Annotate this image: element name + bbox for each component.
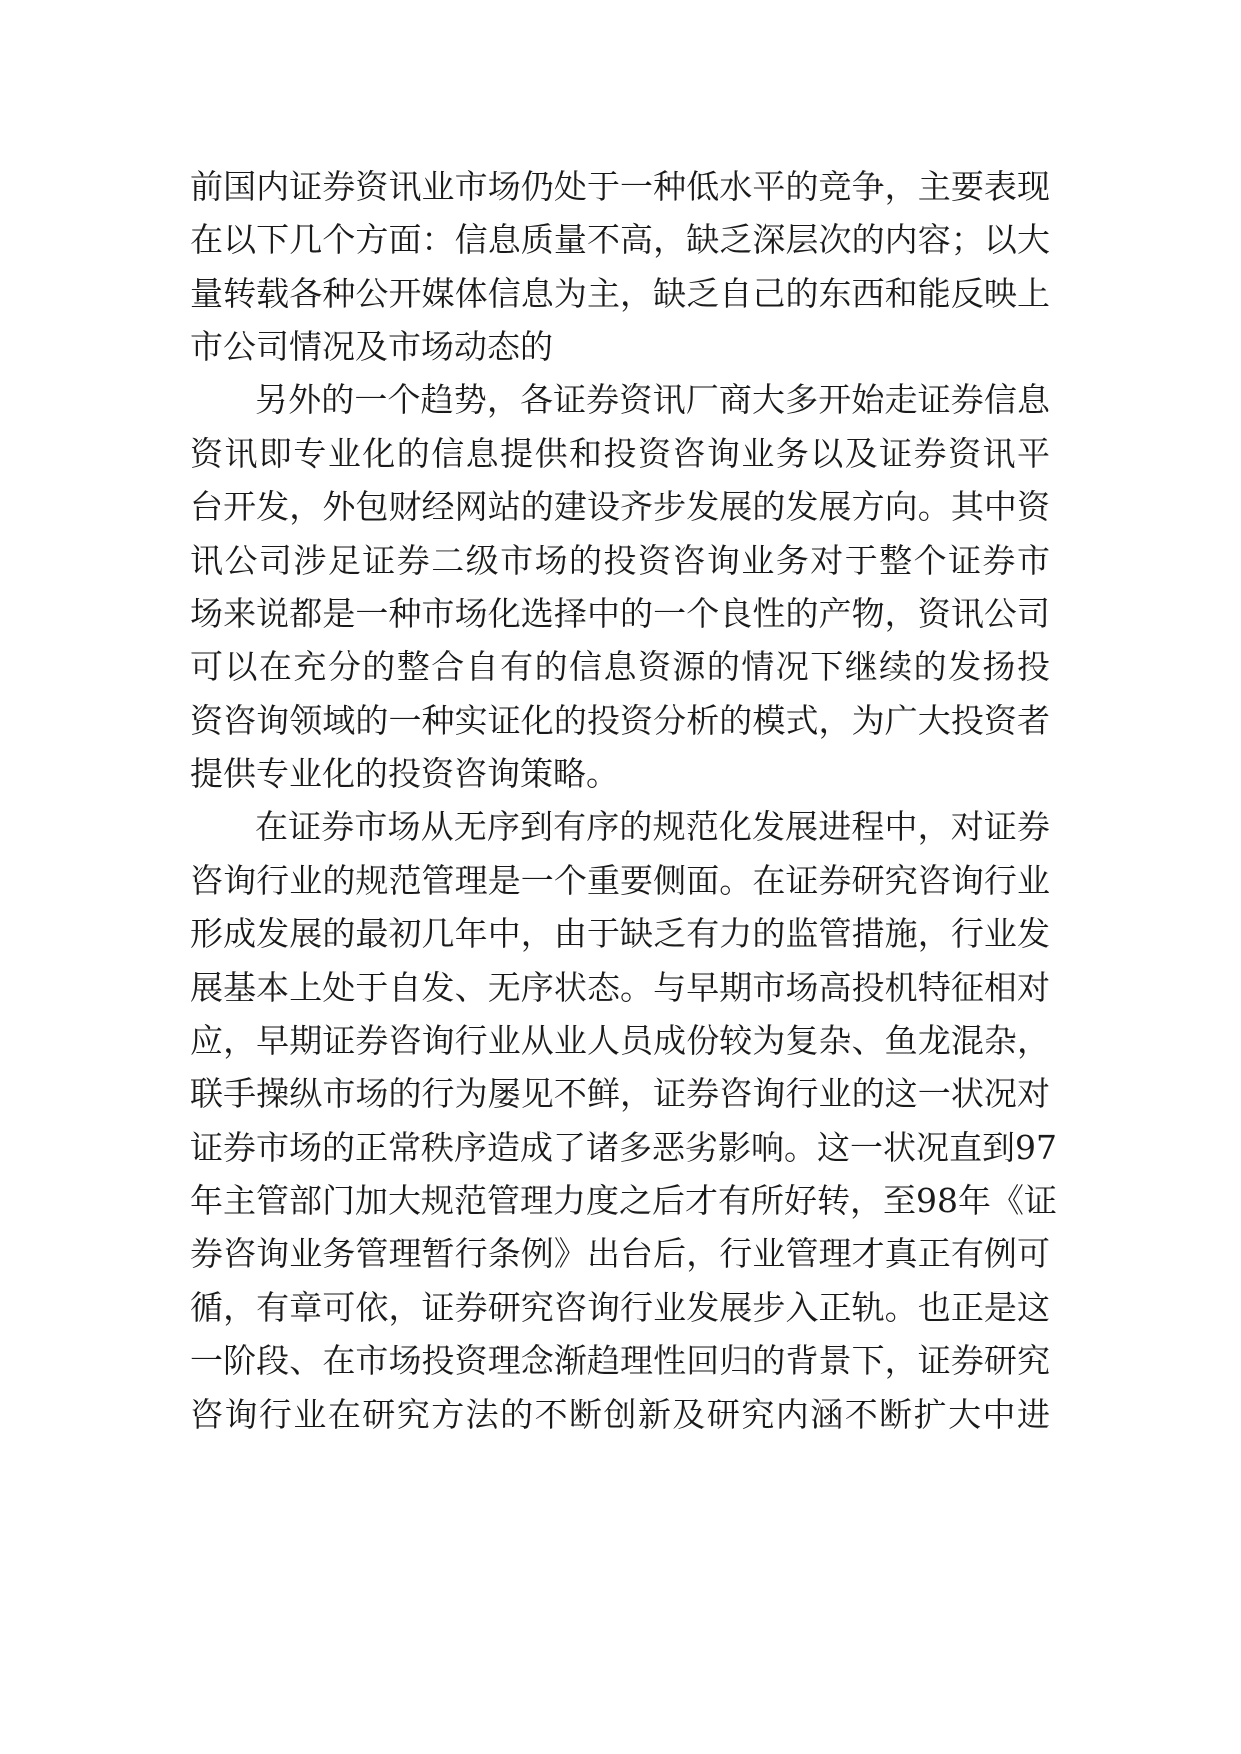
text-line-10: 可以在充分的整合自有的信息资源的情况下继续的发扬投 (190, 647, 1050, 686)
text-line-19: 证券市场的正常秩序造成了诸多恶劣影响。这一状况直到97 (190, 1128, 1057, 1167)
text-line-18: 联手操纵市场的行为屡见不鲜，证券咨询行业的这一状况对 (190, 1074, 1050, 1113)
text-line-7: 台开发，外包财经网站的建设齐步发展的发展方向。其中资 (190, 487, 1050, 526)
text-line-20: 年主管部门加大规范管理力度之后才有所好转，至98年《证 (190, 1181, 1057, 1220)
paragraph-3-line-1: 在证券市场从无序到有序的规范化发展进程中，对证券 (255, 807, 1050, 846)
text-line-12: 提供专业化的投资咨询策略。 (190, 754, 619, 793)
text-line-4: 市公司情况及市场动态的 (190, 327, 553, 366)
text-line-24: 咨询行业在研究方法的不断创新及研究内涵不断扩大中进 (190, 1395, 1050, 1434)
paragraph-2-line-1: 另外的一个趋势，各证券资讯厂商大多开始走证券信息 (255, 380, 1050, 419)
text-line-1: 前国内证券资讯业市场仍处于一种低水平的竞争，主要表现 (190, 167, 1050, 206)
text-line-9: 场来说都是一种市场化选择中的一个良性的产物，资讯公司 (190, 594, 1050, 633)
text-line-8: 讯公司涉足证券二级市场的投资咨询业务对于整个证券市 (190, 541, 1050, 580)
text-line-21: 券咨询业务管理暂行条例》出台后，行业管理才真正有例可 (190, 1234, 1050, 1273)
text-line-17: 应，早期证券咨询行业从业人员成份较为复杂、鱼龙混杂， (190, 1021, 1050, 1060)
text-line-3: 量转载各种公开媒体信息为主，缺乏自己的东西和能反映上 (190, 274, 1050, 313)
text-line-22: 循，有章可依，证券研究咨询行业发展步入正轨。也正是这 (190, 1288, 1050, 1327)
text-line-11: 资咨询领域的一种实证化的投资分析的模式，为广大投资者 (190, 701, 1050, 740)
text-line-23: 一阶段、在市场投资理念渐趋理性回归的背景下，证券研究 (190, 1341, 1050, 1380)
text-line-15: 形成发展的最初几年中，由于缺乏有力的监管措施，行业发 (190, 914, 1050, 953)
text-line-2: 在以下几个方面：信息质量不高，缺乏深层次的内容；以大 (190, 220, 1050, 259)
text-line-16: 展基本上处于自发、无序状态。与早期市场高投机特征相对 (190, 968, 1050, 1007)
text-line-6: 资讯即专业化的信息提供和投资咨询业务以及证券资讯平 (190, 434, 1050, 473)
text-line-14: 咨询行业的规范管理是一个重要侧面。在证券研究咨询行业 (190, 861, 1050, 900)
